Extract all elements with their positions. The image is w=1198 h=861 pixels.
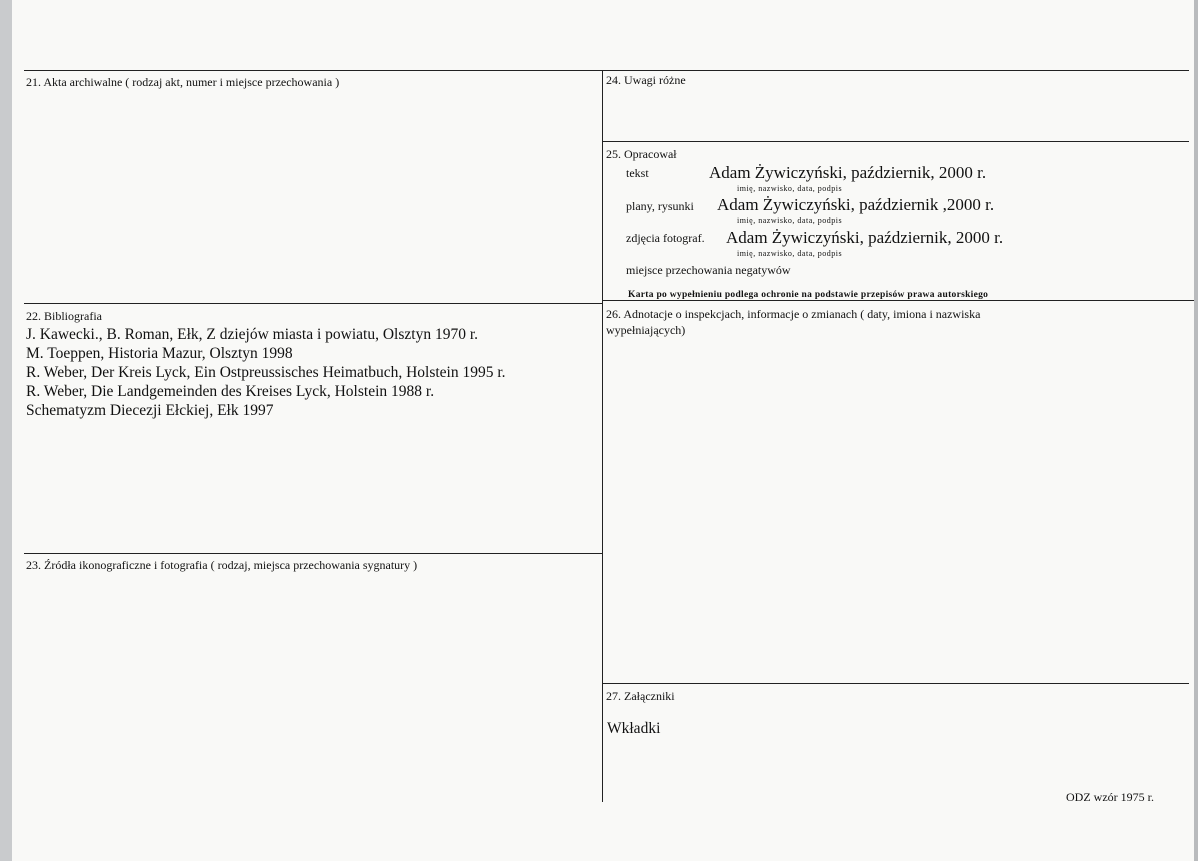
edge-shadow	[1194, 0, 1198, 861]
row-label-text: tekst	[626, 166, 649, 180]
bibliography-entry: R. Weber, Der Kreis Lyck, Ein Ostpreussisches Heimatbuch, Holstein 1995 r.	[26, 364, 506, 381]
row-value-photos: Adam Żywiczyński, październik, 2000 r.	[726, 228, 1004, 247]
section-23-title: 23. Źródła ikonograficzne i fotografia ( rodzaj, miejsca przechowania sygnatury )	[26, 558, 418, 572]
rule-24-25	[602, 141, 1189, 142]
bibliography-entry: J. Kawecki., B. Roman, Ełk, Z dziejów miasta i powiatu, Olsztyn 1970 r.	[26, 326, 479, 343]
row-value-text: Adam Żywiczyński, październik, 2000 r.	[709, 163, 987, 182]
section-24-title: 24. Uwagi różne	[606, 73, 686, 87]
section-25-title: 25. Opracował	[606, 147, 677, 161]
section-26-title: 26. Adnotacje o inspekcjach, informacje o zmianach ( daty, imiona i nazwiska	[606, 307, 981, 321]
row-label-plans: plany, rysunki	[626, 199, 694, 213]
row-label-photos: zdjęcia fotograf.	[626, 231, 705, 245]
section-22-title: 22. Bibliografia	[26, 309, 102, 323]
bibliography-entry: Schematyzm Diecezji Ełckiej, Ełk 1997	[26, 402, 274, 419]
bibliography-entry: R. Weber, Die Landgemeinden des Kreises Lyck, Holstein 1988 r.	[26, 383, 435, 400]
section-27-title: 27. Załączniki	[606, 689, 675, 703]
row-hint-text: imię, nazwisko, data, podpis	[737, 184, 843, 193]
rule-22-23	[24, 553, 602, 554]
form-id: ODZ wzór 1975 r.	[1066, 790, 1154, 804]
row-hint-plans: imię, nazwisko, data, podpis	[737, 216, 843, 225]
center-divider	[602, 70, 603, 802]
rule-26-27	[602, 683, 1189, 684]
attachments-value: Wkładki	[607, 720, 661, 737]
row-value-plans: Adam Żywiczyński, październik ,2000 r.	[717, 195, 995, 214]
negatives-label: miejsce przechowania negatywów	[626, 263, 791, 277]
top-rule	[24, 70, 1189, 71]
section-21-title: 21. Akta archiwalne ( rodzaj akt, numer i miejsce przechowania )	[26, 75, 340, 89]
rule-left-21-22	[24, 303, 602, 304]
copyright-note: Karta po wypełnieniu podlega ochronie na podstawie przepisów prawa autorskiego	[628, 290, 989, 300]
section-26-title-cont: wypełniających)	[606, 323, 686, 337]
bibliography-list	[26, 325, 506, 420]
record-card	[12, 0, 1198, 861]
bibliography-entry: M. Toeppen, Historia Mazur, Olsztyn 1998	[26, 345, 293, 362]
row-hint-photos: imię, nazwisko, data, podpis	[737, 249, 843, 258]
